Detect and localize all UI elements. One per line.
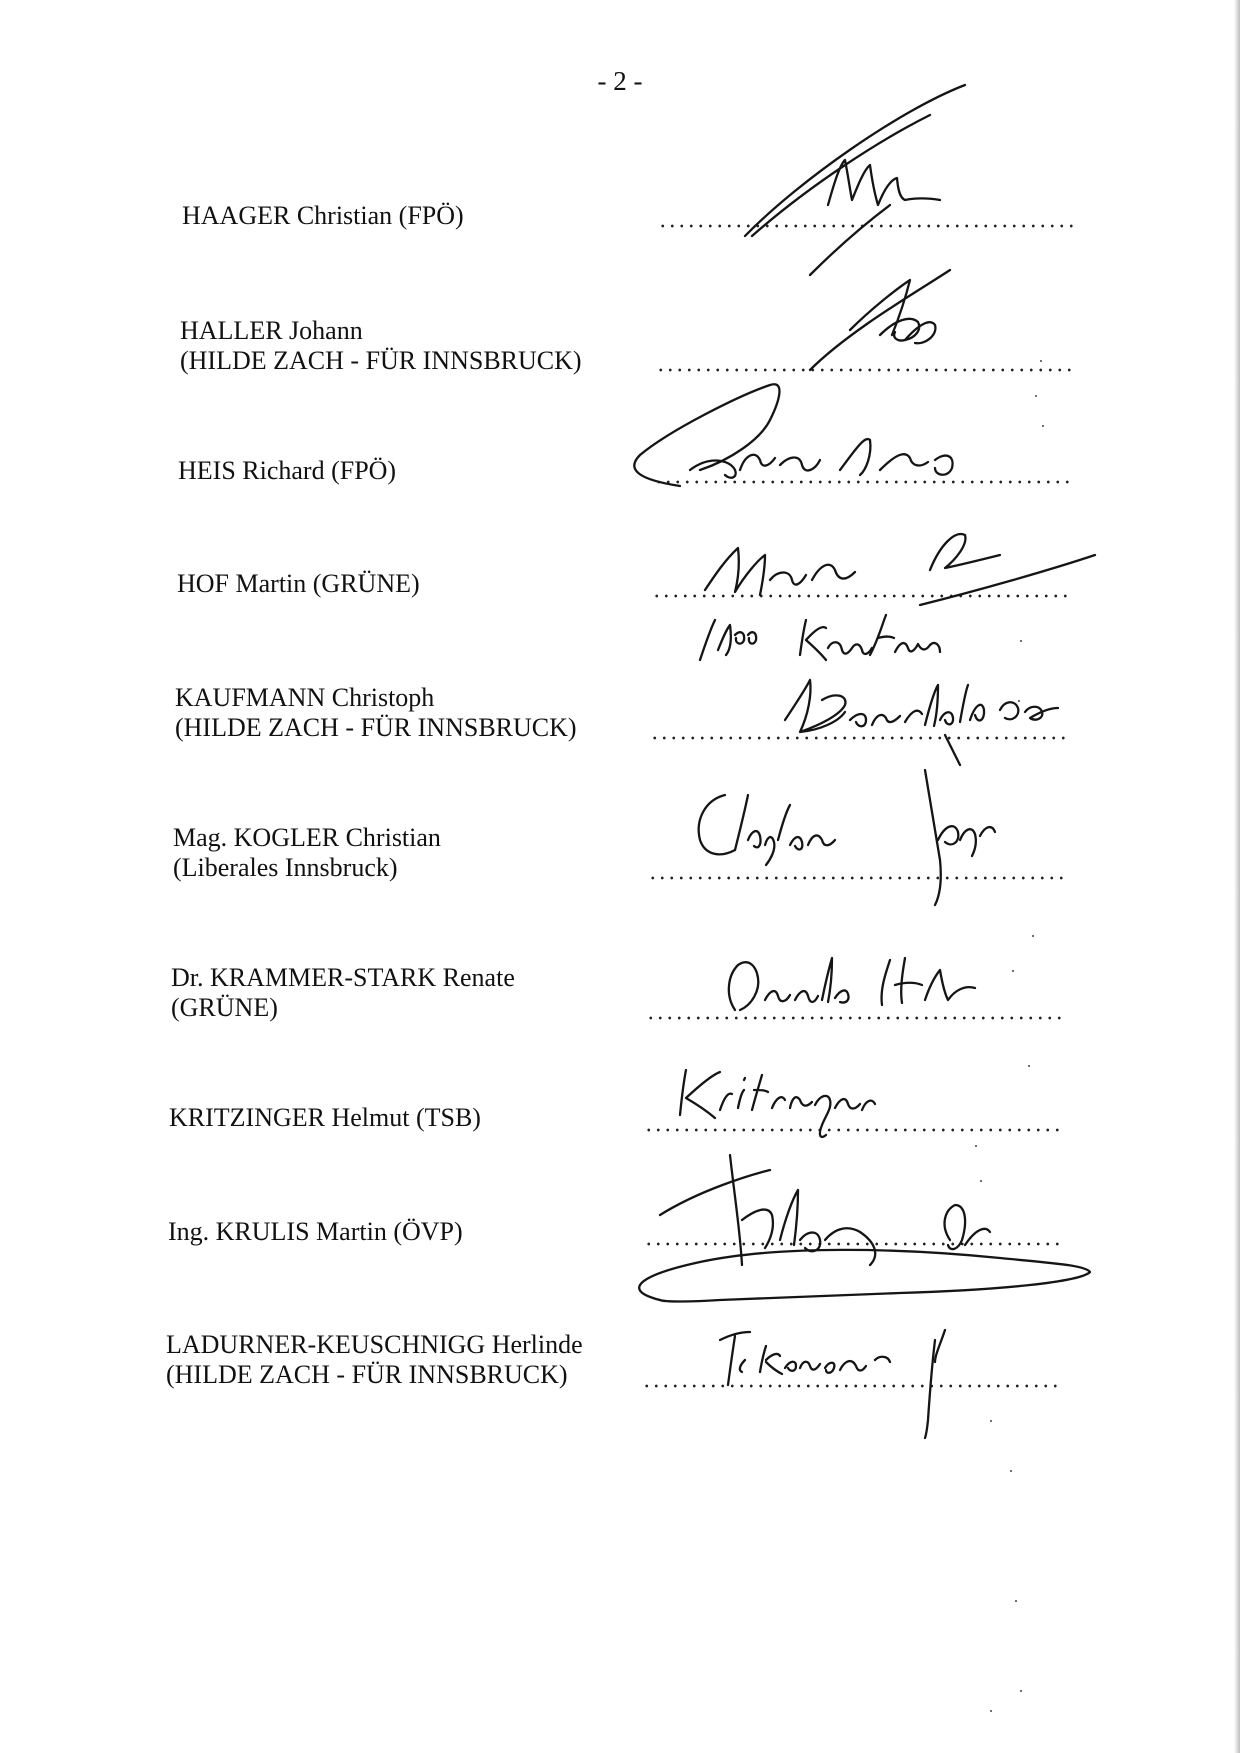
signature-kogler xyxy=(699,770,995,905)
scan-speck xyxy=(1032,935,1034,937)
signatory-name: Dr. KRAMMER-STARK Renate xyxy=(171,963,515,992)
signature-line xyxy=(652,594,1072,598)
signature-line xyxy=(658,224,1078,228)
signatory-entry xyxy=(166,1330,583,1390)
signatory-name: KAUFMANN Christoph xyxy=(175,683,435,712)
signature-line xyxy=(644,1242,1064,1246)
signatory-name: LADURNER-KEUSCHNIGG Herlinde xyxy=(166,1330,583,1359)
signature-line xyxy=(656,368,1076,372)
scan-speck xyxy=(980,1180,982,1182)
scan-edge-shadow xyxy=(1234,0,1240,1753)
scan-speck xyxy=(1028,1065,1030,1067)
signatory-name: Ing. KRULIS Martin (ÖVP) xyxy=(168,1217,463,1246)
signature-berchtold xyxy=(785,680,1058,765)
signatory-party: (HILDE ZACH - FÜR INNSBRUCK) xyxy=(180,346,582,375)
scan-speck xyxy=(1012,970,1014,972)
scan-speck xyxy=(1040,360,1042,362)
signature-line xyxy=(644,1128,1064,1132)
signatory-entry xyxy=(173,823,441,883)
scan-speck xyxy=(990,1420,992,1422)
signature-line xyxy=(654,480,1074,484)
signatory-party: (GRÜNE) xyxy=(171,993,278,1022)
signatory-entry xyxy=(182,201,464,231)
scan-speck xyxy=(975,1145,977,1147)
signature-heis xyxy=(634,384,952,486)
scan-speck xyxy=(1020,640,1022,642)
signature-krammer-stark xyxy=(729,958,975,1010)
signatory-entry xyxy=(168,1217,463,1247)
scan-speck xyxy=(1035,395,1037,397)
signatory-party: (HILDE ZACH - FÜR INNSBRUCK) xyxy=(166,1360,568,1389)
signatory-name: HOF Martin (GRÜNE) xyxy=(177,569,420,598)
scan-speck xyxy=(1015,1600,1017,1602)
signatory-entry xyxy=(178,456,396,486)
signatory-entry xyxy=(177,569,420,599)
scan-speck xyxy=(990,1710,992,1712)
page-number: - 2 - xyxy=(597,66,643,96)
signature-line xyxy=(648,876,1068,880)
scan-speck xyxy=(1020,1690,1022,1692)
signatory-name: HAAGER Christian (FPÖ) xyxy=(182,201,464,230)
signatory-entry xyxy=(169,1103,481,1133)
signatory-name: Mag. KOGLER Christian xyxy=(173,823,441,852)
signatory-party: (HILDE ZACH - FÜR INNSBRUCK) xyxy=(175,713,577,742)
signature-kritzinger xyxy=(680,1070,875,1137)
signatory-name: KRITZINGER Helmut (TSB) xyxy=(169,1103,481,1132)
signature-haller xyxy=(810,270,950,370)
signature-line xyxy=(646,1016,1066,1020)
signatory-entry xyxy=(171,963,515,1023)
signatory-party: (Liberales Innsbruck) xyxy=(173,853,398,882)
scan-speck xyxy=(1018,700,1020,702)
scan-speck xyxy=(1042,425,1044,427)
signatory-name: HEIS Richard (FPÖ) xyxy=(178,456,397,485)
signature-line xyxy=(650,736,1070,740)
scan-speck xyxy=(1010,1470,1012,1472)
signatory-entry xyxy=(180,316,582,376)
signatory-name: HALLER Johann xyxy=(180,316,363,345)
signatory-entry xyxy=(175,683,577,743)
kaufmann-substitute-note xyxy=(700,615,940,660)
signature-krulis xyxy=(639,1155,1090,1302)
signature-line xyxy=(642,1384,1062,1388)
signature-haager xyxy=(745,85,965,275)
